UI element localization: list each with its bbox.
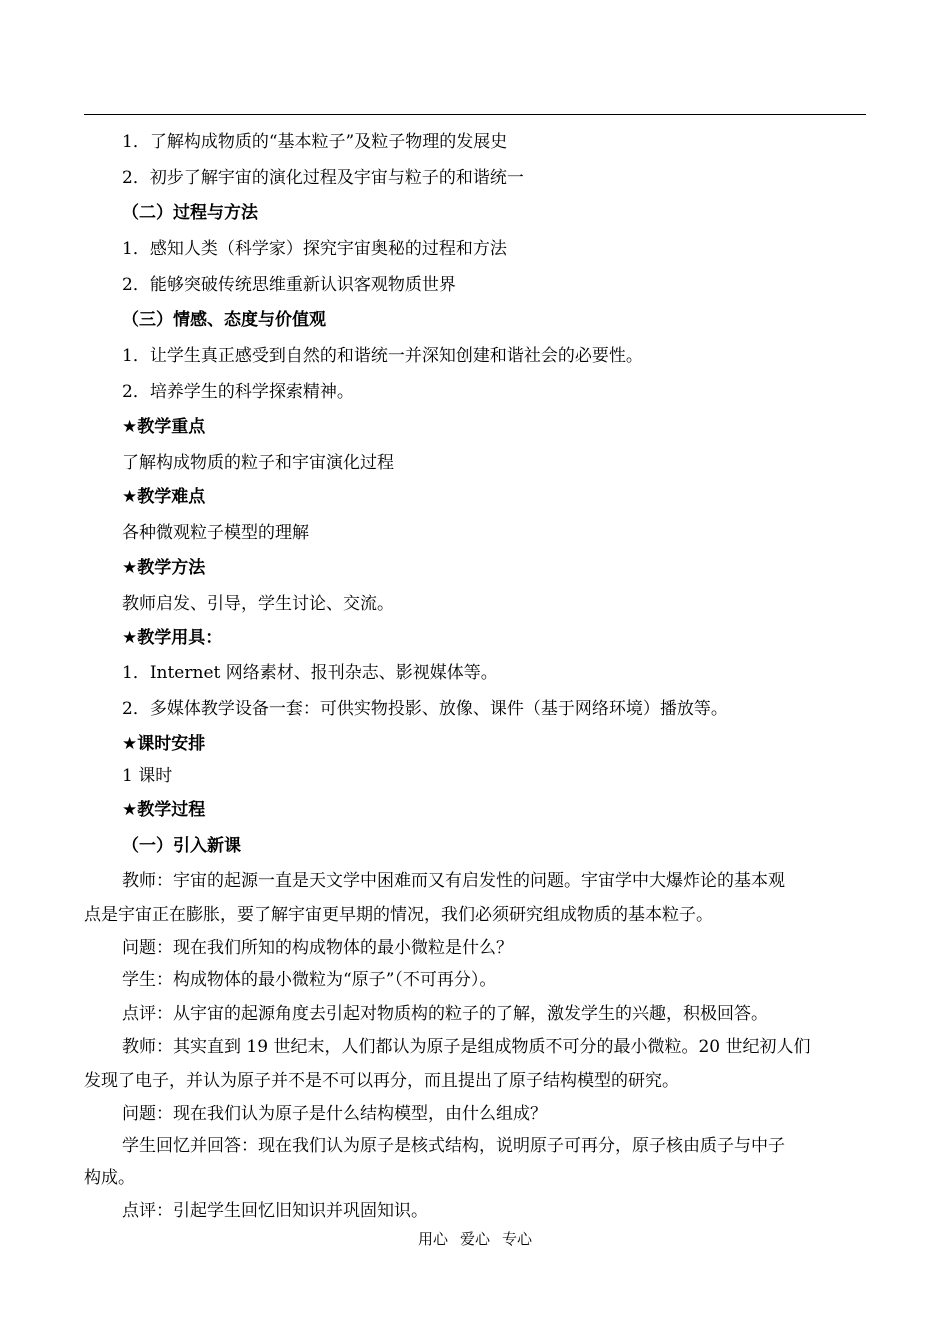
header-rule: [84, 114, 866, 115]
comment-1: 点评：从宇宙的起源角度去引起对物质构的粒子的了解，激发学生的兴趣，积极回答。: [122, 1004, 768, 1024]
teacher-paragraph-1-line-2: 点是宇宙正在膨胀，要了解宇宙更早期的情况，我们必须研究组成物质的基本粒子。: [84, 905, 713, 925]
teacher-paragraph-2-line-2: 发现了电子，并认为原子并不是不可以再分，而且提出了原子结构模型的研究。: [84, 1071, 679, 1091]
heading-process: ★教学过程: [122, 800, 206, 820]
question-2: 问题：现在我们认为原子是什么结构模型，由什么组成？: [122, 1104, 547, 1124]
objective-line-1: 1．了解构成物质的“基本粒子”及粒子物理的发展史: [122, 132, 508, 152]
process-line-2: 2．能够突破传统思维重新认识客观物质世界: [122, 275, 456, 295]
methods-text: 教师启发、引导，学生讨论、交流。: [122, 594, 394, 614]
heading-tools: ★教学用具：: [122, 628, 223, 648]
student-answer-2-line-1: 学生回忆并回答：现在我们认为原子是核式结构，说明原子可再分，原子核由质子与中子: [122, 1136, 785, 1156]
student-answer-2-line-2: 构成。: [84, 1168, 135, 1188]
teacher-paragraph-2-line-1: 教师：其实直到 19 世纪末，人们都认为原子是组成物质不可分的最小微粒。20 世纪初人们: [122, 1037, 811, 1057]
question-1: 问题：现在我们所知的构成物体的最小微粒是什么？: [122, 938, 513, 958]
heading-schedule: ★课时安排: [122, 734, 206, 754]
section-heading-process: （二）过程与方法: [122, 203, 258, 223]
student-answer-1: 学生：构成物体的最小微粒为“原子”（不可再分）。: [122, 970, 497, 990]
heading-methods: ★教学方法: [122, 558, 206, 578]
emotion-line-2: 2．培养学生的科学探索精神。: [122, 382, 354, 402]
teacher-paragraph-1-line-1: 教师：宇宙的起源一直是天文学中困难而又有启发性的问题。宇宙学中大爆炸论的基本观: [122, 871, 785, 891]
process-line-1: 1．感知人类（科学家）探究宇宙奥秘的过程和方法: [122, 239, 507, 259]
tools-line-2: 2．多媒体教学设备一套：可供实物投影、放像、课件（基于网络环境）播放等。: [122, 699, 728, 719]
schedule-text: 1 课时: [122, 766, 173, 786]
objective-line-2: 2．初步了解宇宙的演化过程及宇宙与粒子的和谐统一: [122, 168, 524, 188]
page-footer: [0, 1229, 950, 1249]
difficulties-text: 各种微观粒子模型的理解: [122, 523, 309, 543]
heading-intro: （一）引入新课: [122, 836, 241, 856]
heading-difficulties: ★教学难点: [122, 487, 206, 507]
heading-key-points: ★教学重点: [122, 417, 206, 437]
tools-line-1: 1．Internet 网络素材、报刊杂志、影视媒体等。: [122, 663, 498, 683]
footer-word-3: 专心: [502, 1230, 533, 1248]
key-points-text: 了解构成物质的粒子和宇宙演化过程: [122, 453, 394, 473]
comment-2: 点评：引起学生回忆旧知识并巩固知识。: [122, 1201, 428, 1221]
section-heading-emotion: （三）情感、态度与价值观: [122, 310, 326, 330]
emotion-line-1: 1．让学生真正感受到自然的和谐统一并深知创建和谐社会的必要性。: [122, 346, 643, 366]
footer-word-2: 爱心: [459, 1230, 490, 1248]
footer-word-1: 用心: [417, 1230, 448, 1248]
